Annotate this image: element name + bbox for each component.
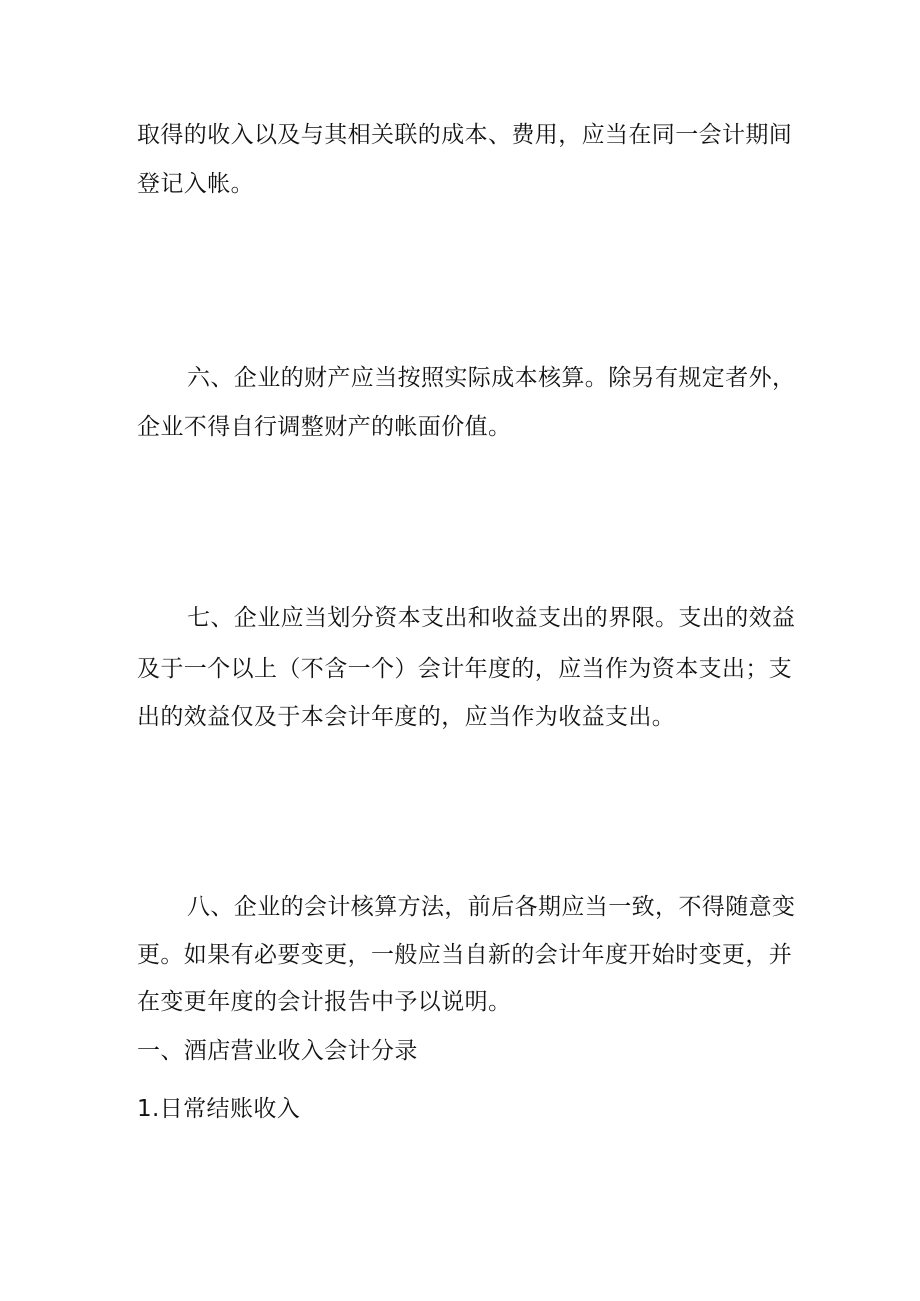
paragraph-3-line-1: 七、企业应当划分资本支出和收益支出的界限。支出的效益 bbox=[187, 605, 796, 631]
section-heading: 一、酒店营业收入会计分录 bbox=[137, 1038, 418, 1064]
subsection-heading: 1.日常结账收入 bbox=[137, 1096, 301, 1122]
paragraph-1-line-1: 取得的收入以及与其相关联的成本、费用，应当在同一会计期间 bbox=[137, 122, 793, 148]
paragraph-3-line-2: 及于一个以上（不含一个）会计年度的，应当作为资本支出；支 bbox=[137, 656, 793, 682]
paragraph-2-line-2: 企业不得自行调整财产的帐面价值。 bbox=[137, 414, 512, 440]
paragraph-1-line-2: 登记入帐。 bbox=[137, 171, 254, 197]
paragraph-4-line-1: 八、企业的会计核算方法，前后各期应当一致，不得随意变 bbox=[187, 894, 796, 920]
paragraph-4-line-2: 更。如果有必要变更，一般应当自新的会计年度开始时变更，并 bbox=[137, 942, 793, 968]
paragraph-4-line-3: 在变更年度的会计报告中予以说明。 bbox=[137, 989, 512, 1015]
paragraph-2-line-1: 六、企业的财产应当按照实际成本核算。除另有规定者外， bbox=[187, 365, 796, 391]
paragraph-3-line-3: 出的效益仅及于本会计年度的，应当作为收益支出。 bbox=[137, 704, 676, 730]
